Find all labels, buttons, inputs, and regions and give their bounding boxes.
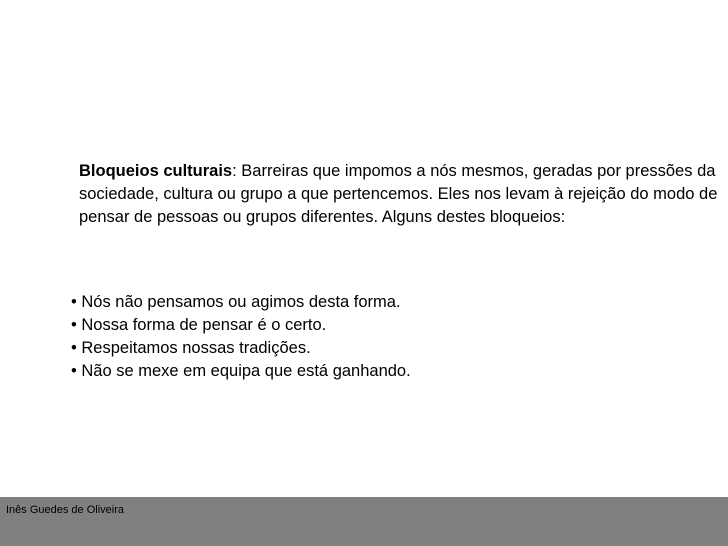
bullet-item xyxy=(71,337,671,360)
intro-paragraph xyxy=(79,160,719,229)
bullet-text: Nossa forma de pensar é o certo. xyxy=(81,316,327,334)
bullet-text: Nós não pensamos ou agimos desta forma. xyxy=(81,293,401,311)
bullet-item xyxy=(71,291,671,314)
bullet-icon: • xyxy=(71,339,77,357)
footer-bar xyxy=(0,497,728,546)
footer-author: Inês Guedes de Oliveira xyxy=(6,504,125,516)
bullet-text: Não se mexe em equipa que está ganhando. xyxy=(81,362,411,380)
bullet-icon: • xyxy=(71,362,77,380)
bullet-list xyxy=(71,291,671,383)
bullet-icon: • xyxy=(71,316,77,334)
bullet-icon: • xyxy=(71,293,77,311)
bullet-text: Respeitamos nossas tradições. xyxy=(81,339,311,357)
intro-term: Bloqueios culturais xyxy=(79,162,233,180)
intro-text: : Barreiras que impomos a nós mesmos, geradas por pressões da sociedade, cultura ou grupo a que pertencemos. Eles nos levam à rejeição do modo de pensar de pessoas ou grupos diferentes. Alguns destes bloqueios: xyxy=(79,162,718,226)
bullet-item xyxy=(71,314,671,337)
bullet-item xyxy=(71,360,671,383)
